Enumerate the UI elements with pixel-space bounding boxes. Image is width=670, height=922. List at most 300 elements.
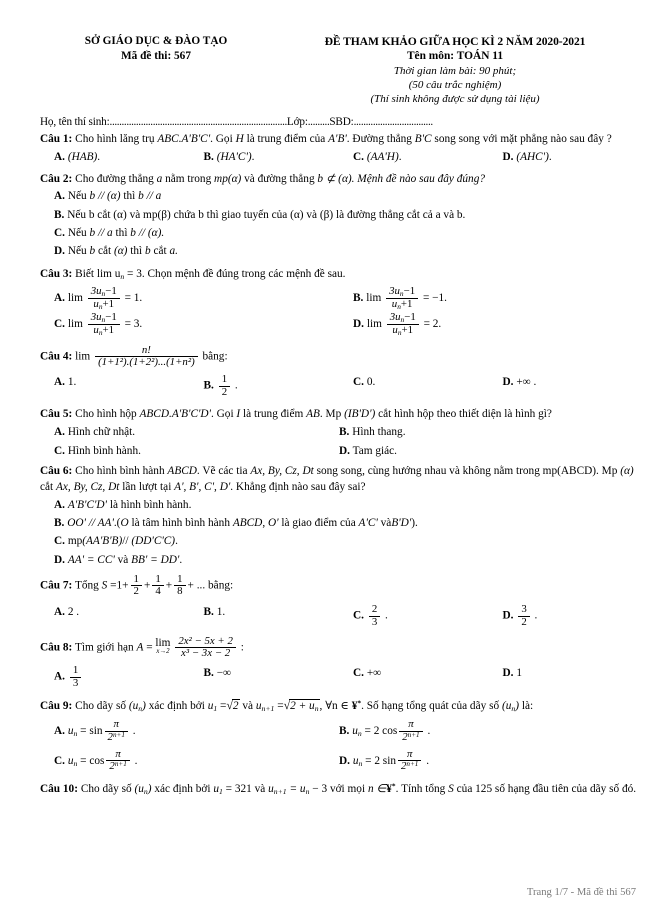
question-4-options xyxy=(40,374,638,398)
q4-option-b-fraction: $\frac{1}{2}$ xyxy=(219,374,230,398)
exam-code: Mã đề thi: 567 xyxy=(121,49,191,62)
q4-option-b-letter: B. xyxy=(203,380,214,393)
q9-natset: ¥ xyxy=(351,700,358,712)
q8-option-c-letter: C. xyxy=(353,667,364,680)
q2-option-b[interactable] xyxy=(40,206,638,224)
q7-option-a-letter: A. xyxy=(54,606,65,619)
q8-den: x³ − 3x − 2 xyxy=(181,647,231,660)
q6-option-c-m2: (DD'C'C) xyxy=(131,535,176,548)
department-name: SỞ GIÁO DỤC & ĐÀO TẠO xyxy=(84,35,228,47)
q3-option-a[interactable]: A. lim $\frac{3u_n-1}{u_n+1}$ = 1. xyxy=(54,285,143,311)
q6-option-c-pre: mp xyxy=(67,535,83,548)
q2-option-a[interactable] xyxy=(40,187,638,205)
q5-option-c-letter: C. xyxy=(54,444,65,457)
q5-option-b-value: Hình thang. xyxy=(352,426,406,439)
q9c-tail: . xyxy=(134,754,138,767)
q2-option-d-m4: thì xyxy=(130,245,143,258)
q5-part-c: là trung điểm xyxy=(243,407,304,420)
q5-option-c-value: Hình bình hành. xyxy=(67,444,141,457)
q1-line: B'C xyxy=(414,132,432,145)
q6-part-e: cắt xyxy=(40,481,54,494)
q8-option-c-value: +∞ xyxy=(366,667,382,680)
q6-rays2: Ax, By, Cz, Dt xyxy=(56,481,120,494)
q9d-fraction xyxy=(398,749,421,773)
q3-option-d-result: = 2. xyxy=(423,318,442,331)
question-4-text xyxy=(40,345,638,369)
q4-option-a-letter: A. xyxy=(54,376,65,389)
q6-option-b-m2: O xyxy=(120,516,129,529)
q2-line-b: b ⊄ (α) xyxy=(317,173,352,186)
question-8-label: Câu 8: xyxy=(40,641,73,654)
q9-option-d[interactable] xyxy=(339,749,638,773)
q1-option-c[interactable]: C. (AA'H). xyxy=(353,151,402,164)
q1-option-b[interactable]: B. (HA'C'). xyxy=(203,151,255,164)
q8-option-a-letter: A. xyxy=(54,671,65,684)
question-5 xyxy=(40,406,638,460)
question-1-options xyxy=(40,149,638,166)
q5-option-b[interactable] xyxy=(339,423,638,441)
q9b-fraction xyxy=(399,719,422,743)
q9-un1: u xyxy=(255,700,262,712)
q5-point: I xyxy=(236,407,241,420)
q6-option-a-text: là hình bình hành. xyxy=(109,498,192,511)
q2-option-a-m2: thì xyxy=(123,190,136,203)
q5-part-a: Cho hình hộp xyxy=(75,407,137,420)
q2-option-d[interactable] xyxy=(40,242,638,260)
student-name-dots[interactable]: .......................................................................... xyxy=(109,115,287,128)
question-5-label: Câu 5: xyxy=(40,407,73,420)
q1-prism: ABC.A'B'C' xyxy=(157,132,211,145)
q1-option-d[interactable]: D. (AHC'). xyxy=(502,151,552,164)
q10-rec-tail: − 3 xyxy=(312,782,328,795)
q2-part-b: nằm trong xyxy=(165,173,212,186)
question-10-label: Câu 10: xyxy=(40,782,78,795)
q9-option-d-letter: D. xyxy=(339,754,350,767)
q3a-num: 3u xyxy=(90,285,102,298)
q9-u1-eq: = xyxy=(220,700,227,712)
q6-option-a-letter: A. xyxy=(54,498,65,511)
q2-option-c[interactable] xyxy=(40,224,638,242)
q2-option-a-letter: A. xyxy=(54,190,65,203)
q9a-num: π xyxy=(113,718,119,731)
q10-natural-set-icon xyxy=(386,783,395,795)
q6-option-c-mid: // xyxy=(122,535,129,548)
q5-part-e: cắt hình hộp theo thiết diện là hình gì? xyxy=(378,407,552,420)
q9-u1-sub: 1 xyxy=(213,704,218,714)
q7-option-d-fraction xyxy=(518,604,529,628)
q4-fraction xyxy=(95,345,198,369)
q8-eq: = xyxy=(146,641,153,654)
q7-eq: =1+ xyxy=(110,579,129,592)
q3c-num-tail: −1 xyxy=(105,311,117,324)
q6-part-b: . Vẽ các tia xyxy=(196,464,248,477)
q9b-den-sup: n+1 xyxy=(407,730,420,739)
q3d-num-tail: −1 xyxy=(404,311,416,324)
q10-u1: u xyxy=(213,782,219,795)
q6-parallelogram: ABCD xyxy=(167,464,197,477)
q9-option-c-letter: C. xyxy=(54,754,65,767)
q6-option-d-mid: và xyxy=(117,553,129,566)
q9-option-a[interactable] xyxy=(40,719,339,743)
q5-plane: (IB'D') xyxy=(344,407,376,420)
q5-option-a[interactable] xyxy=(40,423,339,441)
q3-option-b-letter: B. xyxy=(353,291,364,304)
q3-option-d[interactable]: D. lim $\frac{3u_n-1}{u_n+1}$ = 2. xyxy=(353,311,442,338)
q4-option-b[interactable]: B. $\frac{1}{2}$ . xyxy=(203,373,238,398)
q2-option-b-text: Nếu b cắt (α) và mp(β) chứa b thì giao tuyến của (α) và (β) là đường thẳng cắt cả a và b. xyxy=(67,208,466,221)
q2-option-a-m1: b // (α) xyxy=(89,190,121,203)
q7-f3-den: 8 xyxy=(174,585,185,597)
q10-rec-val: = u xyxy=(289,782,306,795)
q6-option-b-m4: O' xyxy=(267,516,279,529)
q5-option-a-letter: A. xyxy=(54,426,65,439)
question-3-label: Câu 3: xyxy=(40,267,73,280)
q10-part-a: Cho dãy số xyxy=(80,782,132,795)
q10-natset: ¥ xyxy=(386,782,392,795)
q5-option-b-letter: B. xyxy=(339,426,350,439)
q2-option-d-m5: b xyxy=(145,245,151,258)
q6-part-a: Cho hình bình hành xyxy=(75,464,165,477)
q4-option-c[interactable] xyxy=(339,374,489,398)
q9c-fraction xyxy=(106,749,129,773)
q7-option-a[interactable] xyxy=(40,604,190,628)
q3a-den-sub: n xyxy=(98,301,103,311)
q3-option-b-result: = −1. xyxy=(422,291,448,304)
q3c-num: 3u xyxy=(90,311,102,324)
q5-part-d: . Mp xyxy=(319,407,342,420)
q3a-num-tail: −1 xyxy=(105,285,117,298)
q2-option-a-pre: Nếu xyxy=(67,190,87,203)
question-5-text xyxy=(40,406,638,422)
q6-option-b-t1: .( xyxy=(113,516,121,529)
q6-option-b-t4: là giao điểm của xyxy=(281,516,356,529)
question-4-label: Câu 4: xyxy=(40,350,73,363)
q9-option-c[interactable] xyxy=(40,749,339,773)
q1-option-a-value: (HAB) xyxy=(67,151,98,164)
q1-option-c-value: (AA'H) xyxy=(366,151,399,164)
question-9-text xyxy=(40,697,638,714)
q4-num: n! xyxy=(141,343,151,356)
q1-option-a[interactable]: A. (HAB). xyxy=(54,151,101,164)
q5-segment: AB xyxy=(306,407,320,420)
q4-lim: lim xyxy=(75,350,91,363)
q1-option-d-value: (AHC') xyxy=(516,151,549,164)
q1-segment: A'B' xyxy=(328,132,347,145)
q10-u1-sub: 1 xyxy=(219,787,223,797)
q9d-den: 2 xyxy=(401,760,407,773)
q9c-lhs-sub: n xyxy=(73,759,78,769)
q6-option-b[interactable] xyxy=(40,514,638,532)
q9a-den-sup: n+1 xyxy=(112,730,125,739)
q3-eq: = 3 xyxy=(127,267,142,280)
q8-num: 2x² − 5x + 2 xyxy=(178,634,233,647)
q9-part-d: , ∀n ∈ xyxy=(319,700,349,712)
q2-option-c-pre: Nếu xyxy=(67,227,87,240)
q8-option-c[interactable] xyxy=(339,665,489,689)
sbd-label: SBD: xyxy=(329,115,354,128)
q2-option-a-m3: b // a xyxy=(138,190,162,203)
q9-seq: (u xyxy=(128,700,139,712)
exam-duration: Thời gian làm bài: 90 phút; xyxy=(393,64,517,77)
q5-box: ABCD.A'B'C'D' xyxy=(139,407,211,420)
q2-part-d: . Mệnh đề nào sau đây đúng? xyxy=(351,173,485,186)
q1-option-b-value: (HA'C') xyxy=(216,151,252,164)
question-10 xyxy=(40,781,638,797)
question-7 xyxy=(40,574,638,628)
q7-fraction-2 xyxy=(152,574,163,598)
q3-option-c[interactable]: C. lim $\frac{3u_n-1}{u_n+1}$ = 3. xyxy=(54,311,143,338)
q6-part-c: song song, cùng hướng nhau và không nằm trong xyxy=(316,464,540,477)
q3c-den-sub: n xyxy=(98,328,103,338)
q10-sum-s: S xyxy=(448,782,454,795)
q9-seq2-end: ) xyxy=(515,700,519,712)
q5-option-c[interactable] xyxy=(40,442,339,460)
q9a-tail: . xyxy=(132,725,136,738)
q9-seq-sub: n xyxy=(138,704,143,714)
q5-option-a-value: Hình chữ nhật. xyxy=(67,426,136,439)
q3d-num: 3u xyxy=(389,311,401,324)
question-2 xyxy=(40,171,638,261)
q7-s: S xyxy=(101,579,108,592)
question-6 xyxy=(40,463,638,569)
q6-option-c-letter: C. xyxy=(54,535,65,548)
question-3 xyxy=(40,266,638,337)
q9d-tail: . xyxy=(426,754,430,767)
question-3-text xyxy=(40,266,638,282)
q9-sqrt-2: √2 xyxy=(226,698,239,712)
q7-f1-num: 1 xyxy=(133,572,139,585)
q10-seq-end: ) xyxy=(147,782,152,795)
question-6-text xyxy=(40,463,638,496)
question-4 xyxy=(40,345,638,398)
q8-lim-under: x→2 xyxy=(156,648,170,656)
q3b-den-sub: n xyxy=(397,301,401,311)
q7-option-d-den: 2 xyxy=(518,616,529,628)
q8-limit-operator xyxy=(155,638,170,656)
question-2-text xyxy=(40,171,638,187)
q7-option-b-value: 1. xyxy=(216,606,226,619)
q3c-den-tail: +1 xyxy=(102,324,115,337)
q2-option-d-m7: a. xyxy=(169,245,178,258)
q10-seq-sub: n xyxy=(143,787,148,797)
q9-option-b-letter: B. xyxy=(339,725,350,738)
q10-u1-val: = 321 xyxy=(225,782,252,795)
q10-natstar: * xyxy=(391,781,396,791)
sbd-dots[interactable]: ................................. xyxy=(353,115,433,128)
q8-option-d[interactable] xyxy=(489,665,639,689)
question-6-label: Câu 6: xyxy=(40,464,73,477)
question-9-label: Câu 9: xyxy=(40,700,73,712)
q6-option-b-m5: A'C' xyxy=(358,516,378,529)
q7-option-c-den: 3 xyxy=(369,616,380,628)
q10-rec-val-sub: n xyxy=(305,787,310,797)
q9-natural-set-icon xyxy=(352,700,361,712)
q6-option-c[interactable] xyxy=(40,532,638,550)
q5-option-d-letter: D. xyxy=(339,444,350,457)
q10-seq: (u xyxy=(134,782,144,795)
q1-option-d-letter: D. xyxy=(502,151,514,164)
q9d-num: π xyxy=(406,748,413,761)
q2-part-a: Cho đường thẳng xyxy=(75,173,154,186)
q3b-num: 3u xyxy=(389,285,400,298)
q2-option-c-letter: C. xyxy=(54,227,65,240)
q3-option-c-fraction xyxy=(88,312,120,336)
q9-sqrt-expr: $√2 + u_n$ xyxy=(283,698,319,714)
q7-option-a-value: 2 . xyxy=(67,606,80,619)
q8-option-b[interactable] xyxy=(190,665,340,689)
q2-option-b-letter: B. xyxy=(54,208,65,221)
q9-seq-end: ) xyxy=(142,700,146,712)
q4-option-d-value: +∞ . xyxy=(516,376,537,389)
q8-var: A xyxy=(136,641,144,654)
q9b-den: 2 xyxy=(402,730,408,743)
q3-option-b-fraction xyxy=(386,286,418,310)
q8-part-a: Tìm giới hạn xyxy=(74,641,134,654)
q6-option-c-m1: (AA'B'B) xyxy=(82,535,123,548)
q7-f3-num: 1 xyxy=(177,572,183,585)
q2-option-d-m6: cắt xyxy=(153,245,167,258)
q7-option-c[interactable]: C. $\frac{2}{3}$ . xyxy=(353,603,388,628)
q6-option-a[interactable] xyxy=(40,496,638,514)
q2-option-d-m1: b xyxy=(89,245,96,258)
q3-option-a-letter: A. xyxy=(54,291,65,304)
q1-part-a: Cho hình lăng trụ xyxy=(75,132,155,145)
q9b-num: π xyxy=(408,718,414,731)
q3-option-d-letter: D. xyxy=(353,318,364,331)
q3d-den-sub: n xyxy=(397,328,402,338)
q4-option-a[interactable] xyxy=(40,374,190,398)
q3a-den-tail: +1 xyxy=(102,297,115,310)
question-1-text xyxy=(40,131,638,147)
q9-part-b: xác định bởi xyxy=(148,700,205,712)
q8-option-d-value: 1 xyxy=(516,667,522,680)
question-7-text: Câu 7: Tổng S =1+ $\frac{1}{2}$ + $\frac{1}{4}$ + $\frac{1}{8}$ + ... bằng: xyxy=(40,572,234,598)
q3b-den: u xyxy=(391,297,398,310)
q9-un1-eq: = xyxy=(277,700,284,712)
q2-plane: mp(α) xyxy=(214,173,242,186)
q10-part-e: . Tính tổng xyxy=(395,782,446,795)
q9-part-e: . Số hạng tổng quát của dãy số xyxy=(361,700,500,712)
exam-note: (Thí sinh không được sử dụng tài liệu) xyxy=(370,93,540,106)
q2-option-c-m2: thì xyxy=(115,227,128,240)
q6-option-c-tail: . xyxy=(175,535,178,548)
q6-part-d: . Mp xyxy=(596,464,618,477)
q7-option-b[interactable] xyxy=(190,604,340,628)
q3-option-a-result: = 1. xyxy=(124,291,143,304)
q9-seq2: (u xyxy=(501,700,512,712)
q8-fraction xyxy=(175,636,236,660)
q7-option-d-letter: D. xyxy=(502,610,514,623)
q9d-lhs-sub: n xyxy=(358,759,363,769)
q3d-den-tail: +1 xyxy=(401,324,414,337)
q9-part-c: và xyxy=(242,700,254,712)
q6-mp: mp(ABCD) xyxy=(542,464,597,477)
question-2-label: Câu 2: xyxy=(40,173,73,186)
q5-option-d[interactable] xyxy=(339,442,638,460)
q6-option-a-math: A'B'C'D' xyxy=(67,498,107,511)
q7-option-c-fraction xyxy=(369,604,380,628)
q10-rec: u xyxy=(268,782,274,795)
q7-fraction-1 xyxy=(131,574,142,598)
exam-title: ĐỀ THAM KHẢO GIỮA HỌC KÌ 2 NĂM 2020-2021 xyxy=(324,35,586,48)
q3b-num-tail: −1 xyxy=(403,285,416,298)
q10-part-f: của 125 số hạng đầu tiên của dãy số đó. xyxy=(456,782,637,795)
q6-option-d[interactable] xyxy=(40,551,638,569)
q8-lim-op: lim xyxy=(155,637,171,650)
q8-tail: : xyxy=(240,641,244,654)
q3b-num-sub: n xyxy=(399,289,404,299)
q3-option-d-fraction xyxy=(387,312,419,336)
q10-part-c: và xyxy=(254,782,266,795)
q9a-fn: = sin xyxy=(80,725,103,738)
q6-option-b-t2: là tâm hình bình hành xyxy=(131,516,230,529)
q3-option-c-letter: C. xyxy=(54,318,65,331)
q9a-lhs-sub: n xyxy=(73,729,78,739)
page-footer: Trang 1/7 - Mã đề thi 567 xyxy=(526,887,636,898)
q1-part-c: là trung điểm của xyxy=(246,132,326,145)
q6-option-d-tail: . xyxy=(179,553,183,566)
question-8-options xyxy=(40,665,638,689)
class-dots[interactable]: ......... xyxy=(307,115,330,128)
q1-point: H xyxy=(235,132,244,145)
q9-natstar: * xyxy=(357,698,362,708)
q3-option-b[interactable]: B. lim $\frac{3u_n-1}{u_n+1}$ = −1. xyxy=(353,285,448,311)
q6-option-b-t5: và xyxy=(380,516,392,529)
header-right-block xyxy=(272,34,638,107)
q6-part-f: lần lượt tại xyxy=(122,481,172,494)
q9b-lhs-sub: n xyxy=(357,729,362,739)
q3d-num-sub: n xyxy=(400,315,405,325)
q3b-den-tail: +1 xyxy=(400,297,413,310)
header-left-block xyxy=(40,34,272,64)
question-1-label: Câu 1: xyxy=(40,132,73,145)
q4-part-b: bằng: xyxy=(202,350,228,363)
q9a-den: 2 xyxy=(107,730,113,743)
q3c-num-sub: n xyxy=(101,315,106,325)
q6-alpha: (α) xyxy=(620,464,634,477)
student-name-label: Họ, tên thí sinh: xyxy=(40,115,110,128)
q7-f1-den: 2 xyxy=(131,585,142,597)
q6-option-b-t3: , xyxy=(262,516,266,529)
q7-fraction-3 xyxy=(174,574,185,598)
q5-option-d-value: Tam giác. xyxy=(352,444,397,457)
question-7-label: Câu 7: xyxy=(40,579,73,592)
q8-option-d-letter: D. xyxy=(502,667,514,680)
q2-line-a: a xyxy=(156,173,163,186)
q8-option-a-num: 1 xyxy=(72,664,79,677)
q6-part-g: . Khẳng định nào sau đây sai? xyxy=(230,481,366,494)
q7-part-a: Tổng xyxy=(74,579,99,592)
q2-option-c-m1: b // a xyxy=(89,227,113,240)
q9b-tail: . xyxy=(427,725,431,738)
q9-option-b[interactable] xyxy=(339,719,638,743)
q10-n: n ∈ xyxy=(367,782,387,795)
q9a-fraction xyxy=(105,719,128,743)
q7-option-d[interactable]: D. $\frac{3}{2}$ . xyxy=(502,603,538,628)
q1-option-c-letter: C. xyxy=(353,151,364,164)
q9b-lhs: u xyxy=(352,725,358,738)
q8-option-a-fraction xyxy=(70,665,81,689)
q9a-lhs: u xyxy=(67,725,74,738)
q3a-num-sub: n xyxy=(101,289,106,299)
q6-option-b-letter: B. xyxy=(54,516,65,529)
q8-option-a[interactable] xyxy=(40,665,190,689)
q2-option-d-m2: cắt xyxy=(97,245,112,258)
q9-seq2-sub: n xyxy=(511,704,516,714)
q3-option-c-result: = 3. xyxy=(124,318,143,331)
q2-option-c-m3: b // (α). xyxy=(130,227,165,240)
q4-option-d[interactable] xyxy=(489,374,639,398)
